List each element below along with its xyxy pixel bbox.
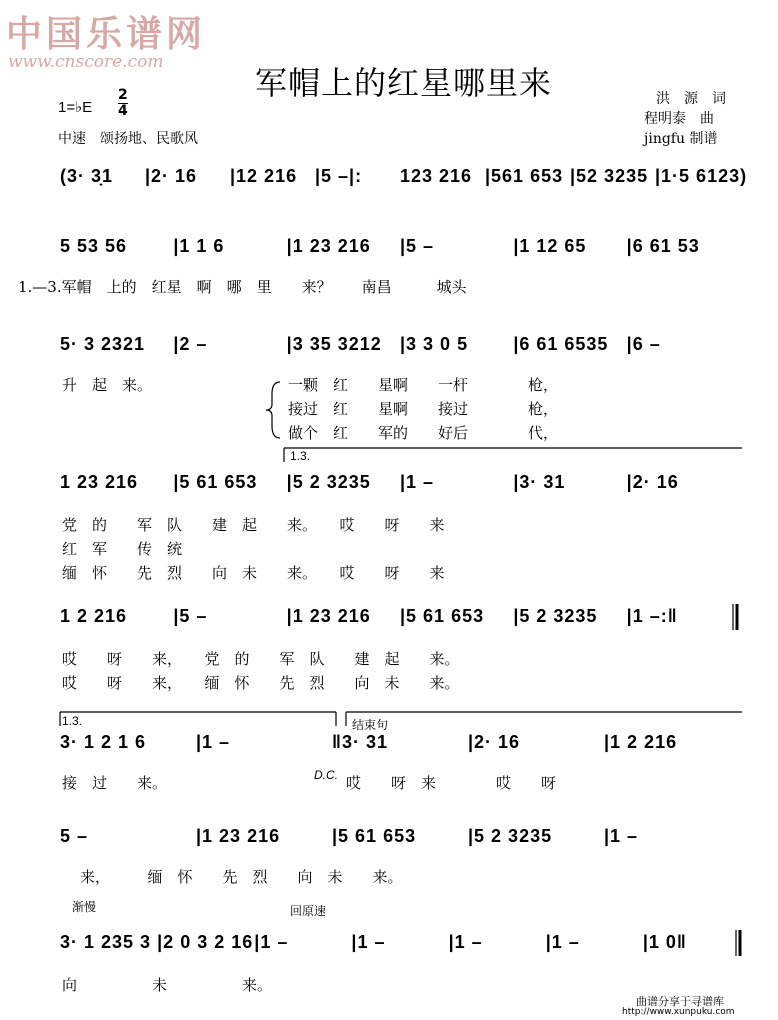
measure: 1 2 216 [60,606,128,626]
measure: |5 2 3235 [286,472,371,492]
volta-mark: 1.3. [62,714,83,728]
footer-url: http://www.xunpuku.com [622,1007,735,1017]
measure: |5 –|: [315,166,363,186]
measure: |5 – [173,606,208,626]
measure: |1 2 216 [604,732,678,752]
measure: 3· 1 235 3 [60,932,152,952]
measure: 1 23 216 [60,472,139,492]
measure: |3· 31 [513,472,566,492]
time-bottom: 4 [118,103,128,119]
rit-label: 渐慢 [72,900,97,914]
measure: |1 – [351,932,386,952]
measure: 123 216 [400,166,473,186]
arranger-credit: jingfu 制谱 [644,131,718,147]
measure: |5 61 653 [400,606,485,626]
measure: |5 2 3235 [513,606,598,626]
measure: |1 – [400,472,435,492]
measure: |3 3 0 5 [400,334,469,354]
measure: |1 – [604,826,639,846]
song-title: 军帽上的红星哪里来 [255,64,553,102]
measure: |1 23 216 [286,606,371,626]
key-label: 1=♭E [58,99,93,116]
measure: |1·5 6123) [655,166,748,186]
lyric-line: 哎 呀 来， 缅 怀 先 烈 向 未 来。 [62,674,460,692]
measure: ‖3· 31 [332,732,388,752]
lyric-line: 一颗 红 星啊 一杆 枪， [288,376,559,394]
ending-label: 结束句 [352,718,389,732]
lyric-line: 党 的 军 队 建 起 来。 哎 呀 来 [62,516,445,534]
measure: (3· 3̣1 [60,166,114,186]
composer-credit: 程明泰 曲 [644,111,714,127]
measure: |1 – [545,932,580,952]
verse-bracket [266,382,280,438]
measure: |2· 16 [145,166,198,186]
measure: |561 653 [485,166,564,186]
measure: |1 – [448,932,483,952]
measure: |1 12 65 [513,236,587,256]
measure: |5 61 653 [173,472,258,492]
measure: |1 – [196,732,231,752]
watermark-logo: 中国乐谱网 [6,13,207,55]
measure: |6 61 6535 [513,334,609,354]
measure: |6 – [626,334,661,354]
lyric-line: 缅 怀 先 烈 向 未 来。 哎 呀 来 [62,564,445,582]
a-tempo-label: 回原速 [290,904,327,918]
measure: |2· 16 [468,732,521,752]
lyric-line: 向 未 来。 [62,976,273,994]
lyric-line: 做个 红 军的 好后 代， [288,424,559,442]
measure: 5· 3 2321 [60,334,146,354]
measure: 5 53 56 [60,236,128,256]
measure: |5 2 3235 [468,826,553,846]
lyric-line: 哎 呀 来 哎 呀 [346,774,557,792]
volta-mark: 1.3. [290,449,311,463]
measure: |1 1 6 [173,236,225,256]
measure: |5 – [400,236,435,256]
measure: 5 – [60,826,89,846]
lyric-line: 1.—3.军帽 上的 红星 啊 哪 里 来？ 南昌 城头 [18,278,467,296]
measure: |1 23 216 [196,826,281,846]
lyric-line: 接过 红 星啊 接过 枪， [288,400,559,418]
lyric-line: 升 起 来。 [62,376,160,394]
measure: |1 23 216 [286,236,371,256]
measure: |1 – [254,932,289,952]
footer-share: 曲谱分享于寻谱库 [636,995,724,1008]
measure: 3· 1 2 1 6 [60,732,147,752]
lyric-line: 来， 缅 怀 先 烈 向 未 来。 [80,868,403,886]
measure: |5 61 653 [332,826,417,846]
measure: |12 216 [230,166,298,186]
measure: |1 –:‖ [626,606,678,626]
dc-mark: D.C. [314,768,338,782]
lyric-line: 接 过 来。 [62,774,168,792]
measure: |2 – [173,334,208,354]
measure: |6 61 53 [626,236,700,256]
lyric-line: 哎 呀 来， 党 的 军 队 建 起 来。 [62,650,460,668]
measure: |52 3235 [570,166,649,186]
lyric-line: 红 军 传 统 [62,540,183,558]
measure: |2· 16 [626,472,679,492]
measure: |2 0 3 2 16 [157,932,254,952]
lyricist-credit: 洪 源 词 [656,91,726,107]
time-top: 2 [118,87,128,103]
watermark-url: www.cnscore.com [8,52,164,72]
measure: |3 35 3212 [286,334,382,354]
tempo-marking: 中速 颂扬地、民歌风 [58,131,198,147]
measure: |1 0‖ [642,932,687,952]
